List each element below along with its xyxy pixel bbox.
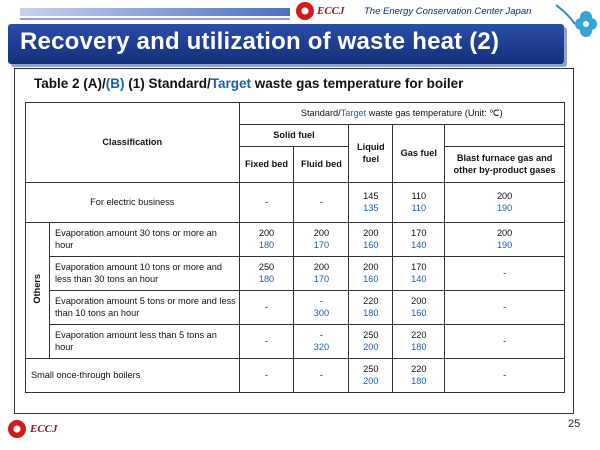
sun-logo-icon [8, 420, 26, 438]
cell-blast [445, 223, 565, 257]
standard-value: 250 [363, 364, 379, 375]
standard-value: 200 [363, 262, 379, 273]
standard-value: - [319, 196, 323, 207]
cell-blast [445, 359, 565, 393]
temperature-table [25, 102, 565, 393]
cell-liquid [349, 257, 393, 291]
blast-furnace-header: Blast furnace gas and other by-product gases [445, 147, 565, 183]
table-row [26, 223, 565, 257]
caption-text-1: Table 2 (A)/ [34, 76, 106, 91]
caption-text-2: (B) [105, 76, 125, 91]
standard-value: 250 [363, 330, 379, 341]
caption-text-5: waste gas temperature for boiler [251, 76, 464, 91]
standard-value: 145 [363, 191, 379, 202]
row-label: Evaporation amount less than 5 tons an hour [49, 325, 239, 359]
target-value: 320 [313, 341, 330, 352]
header-decor-bar [20, 8, 290, 16]
cell-fixed [239, 359, 294, 393]
temp-header-text-3: waste gas temperature (Unit: ℃) [366, 107, 503, 118]
cell-blast [445, 183, 565, 223]
target-value: 180 [363, 307, 379, 318]
cell-liquid [349, 291, 393, 325]
cell-fluid [294, 223, 349, 257]
caption-text-4: Target [210, 76, 252, 91]
target-value: 180 [411, 375, 427, 386]
standard-value: 200 [313, 228, 330, 239]
liquid-fuel-header: Liquid fuel [349, 125, 393, 183]
standard-value: 220 [363, 296, 379, 307]
target-value: 110 [411, 202, 427, 213]
standard-value: 200 [363, 228, 379, 239]
standard-value: - [503, 301, 507, 312]
cell-liquid [349, 183, 393, 223]
target-value: 180 [258, 239, 275, 250]
cell-gas [393, 223, 445, 257]
target-value: 200 [363, 375, 379, 386]
header-logo [296, 2, 345, 20]
slide-title: Recovery and utilization of waste heat (2) [20, 28, 500, 55]
target-value: 140 [411, 273, 427, 284]
cell-blast [445, 291, 565, 325]
cell-gas [393, 325, 445, 359]
cell-blast [445, 325, 565, 359]
standard-value: - [503, 335, 507, 346]
standard-value: - [319, 296, 323, 307]
standard-value: - [319, 369, 323, 380]
cell-liquid [349, 325, 393, 359]
gas-fuel-header: Gas fuel [393, 125, 445, 183]
target-value: 200 [363, 341, 379, 352]
standard-value: 110 [411, 191, 427, 202]
cell-gas [393, 359, 445, 393]
cell-fixed [239, 291, 294, 325]
standard-value: 250 [258, 262, 275, 273]
standard-value: - [264, 301, 269, 312]
row-label: Evaporation amount 5 tons or more and less than 10 tons an hour [49, 291, 239, 325]
footer-logo [8, 420, 58, 438]
row-label: Evaporation amount 30 tons or more an hour [49, 223, 239, 257]
row-label: Evaporation amount 10 tons or more and less than 30 tons an hour [49, 257, 239, 291]
cell-fixed [239, 257, 294, 291]
others-label-cell [26, 223, 50, 359]
target-value: 300 [313, 307, 330, 318]
target-value: 170 [313, 273, 330, 284]
target-value: 190 [496, 239, 513, 250]
page-number: 25 [568, 418, 581, 430]
table-row [26, 325, 565, 359]
temp-header-text-2: Target [340, 107, 367, 118]
standard-value: 170 [411, 228, 427, 239]
temp-header [239, 103, 564, 125]
target-value: 170 [313, 239, 330, 250]
target-value: 180 [411, 341, 427, 352]
standard-value: - [503, 267, 507, 278]
standard-value: - [264, 196, 269, 207]
cell-liquid [349, 359, 393, 393]
header-blank-cell [445, 125, 565, 147]
table-caption [34, 76, 463, 91]
target-value: 160 [363, 239, 379, 250]
cell-fixed [239, 183, 294, 223]
footer-logo-text: ECCJ [30, 423, 58, 435]
temp-header-text-1: Standard/ [300, 107, 341, 118]
target-value: 180 [258, 273, 275, 284]
standard-value: - [503, 369, 507, 380]
classification-header: Classification [26, 103, 240, 183]
header-decor-line [20, 18, 290, 20]
standard-value: - [319, 330, 323, 341]
row-label: For electric business [26, 183, 240, 223]
cell-fluid [294, 359, 349, 393]
target-value: 160 [411, 307, 427, 318]
standard-value: 170 [411, 262, 427, 273]
standard-value: 200 [258, 228, 275, 239]
cell-fluid [294, 291, 349, 325]
cell-gas [393, 183, 445, 223]
caption-text-3: (1) Standard/ [124, 76, 211, 91]
cell-fixed [239, 223, 294, 257]
cell-liquid [349, 223, 393, 257]
standard-value: 220 [411, 364, 427, 375]
cell-fluid [294, 325, 349, 359]
header-logo-text: ECCJ [317, 5, 345, 17]
others-label: Others [31, 274, 42, 304]
table-row [26, 359, 565, 393]
standard-value: - [264, 335, 269, 346]
target-value: 190 [496, 202, 513, 213]
fluid-bed-header: Fluid bed [294, 147, 349, 183]
organization-name: The Energy Conservation Center Japan [364, 6, 532, 17]
solid-fuel-header: Solid fuel [239, 125, 349, 147]
target-value: 135 [363, 202, 379, 213]
fixed-bed-header: Fixed bed [239, 147, 294, 183]
standard-value: 220 [411, 330, 427, 341]
row-label: Small once-through boilers [26, 359, 240, 393]
standard-value: 200 [496, 228, 513, 239]
cell-blast [445, 257, 565, 291]
target-value: 140 [411, 239, 427, 250]
standard-value: 200 [496, 191, 513, 202]
cell-fluid [294, 183, 349, 223]
cell-gas [393, 291, 445, 325]
table-row [26, 291, 565, 325]
sun-logo-icon [296, 2, 314, 20]
standard-value: - [264, 369, 269, 380]
cell-fluid [294, 257, 349, 291]
table-row [26, 257, 565, 291]
target-value: 160 [363, 273, 379, 284]
standard-value: 200 [411, 296, 427, 307]
cell-fixed [239, 325, 294, 359]
standard-value: 200 [313, 262, 330, 273]
table-row [26, 183, 565, 223]
cell-gas [393, 257, 445, 291]
